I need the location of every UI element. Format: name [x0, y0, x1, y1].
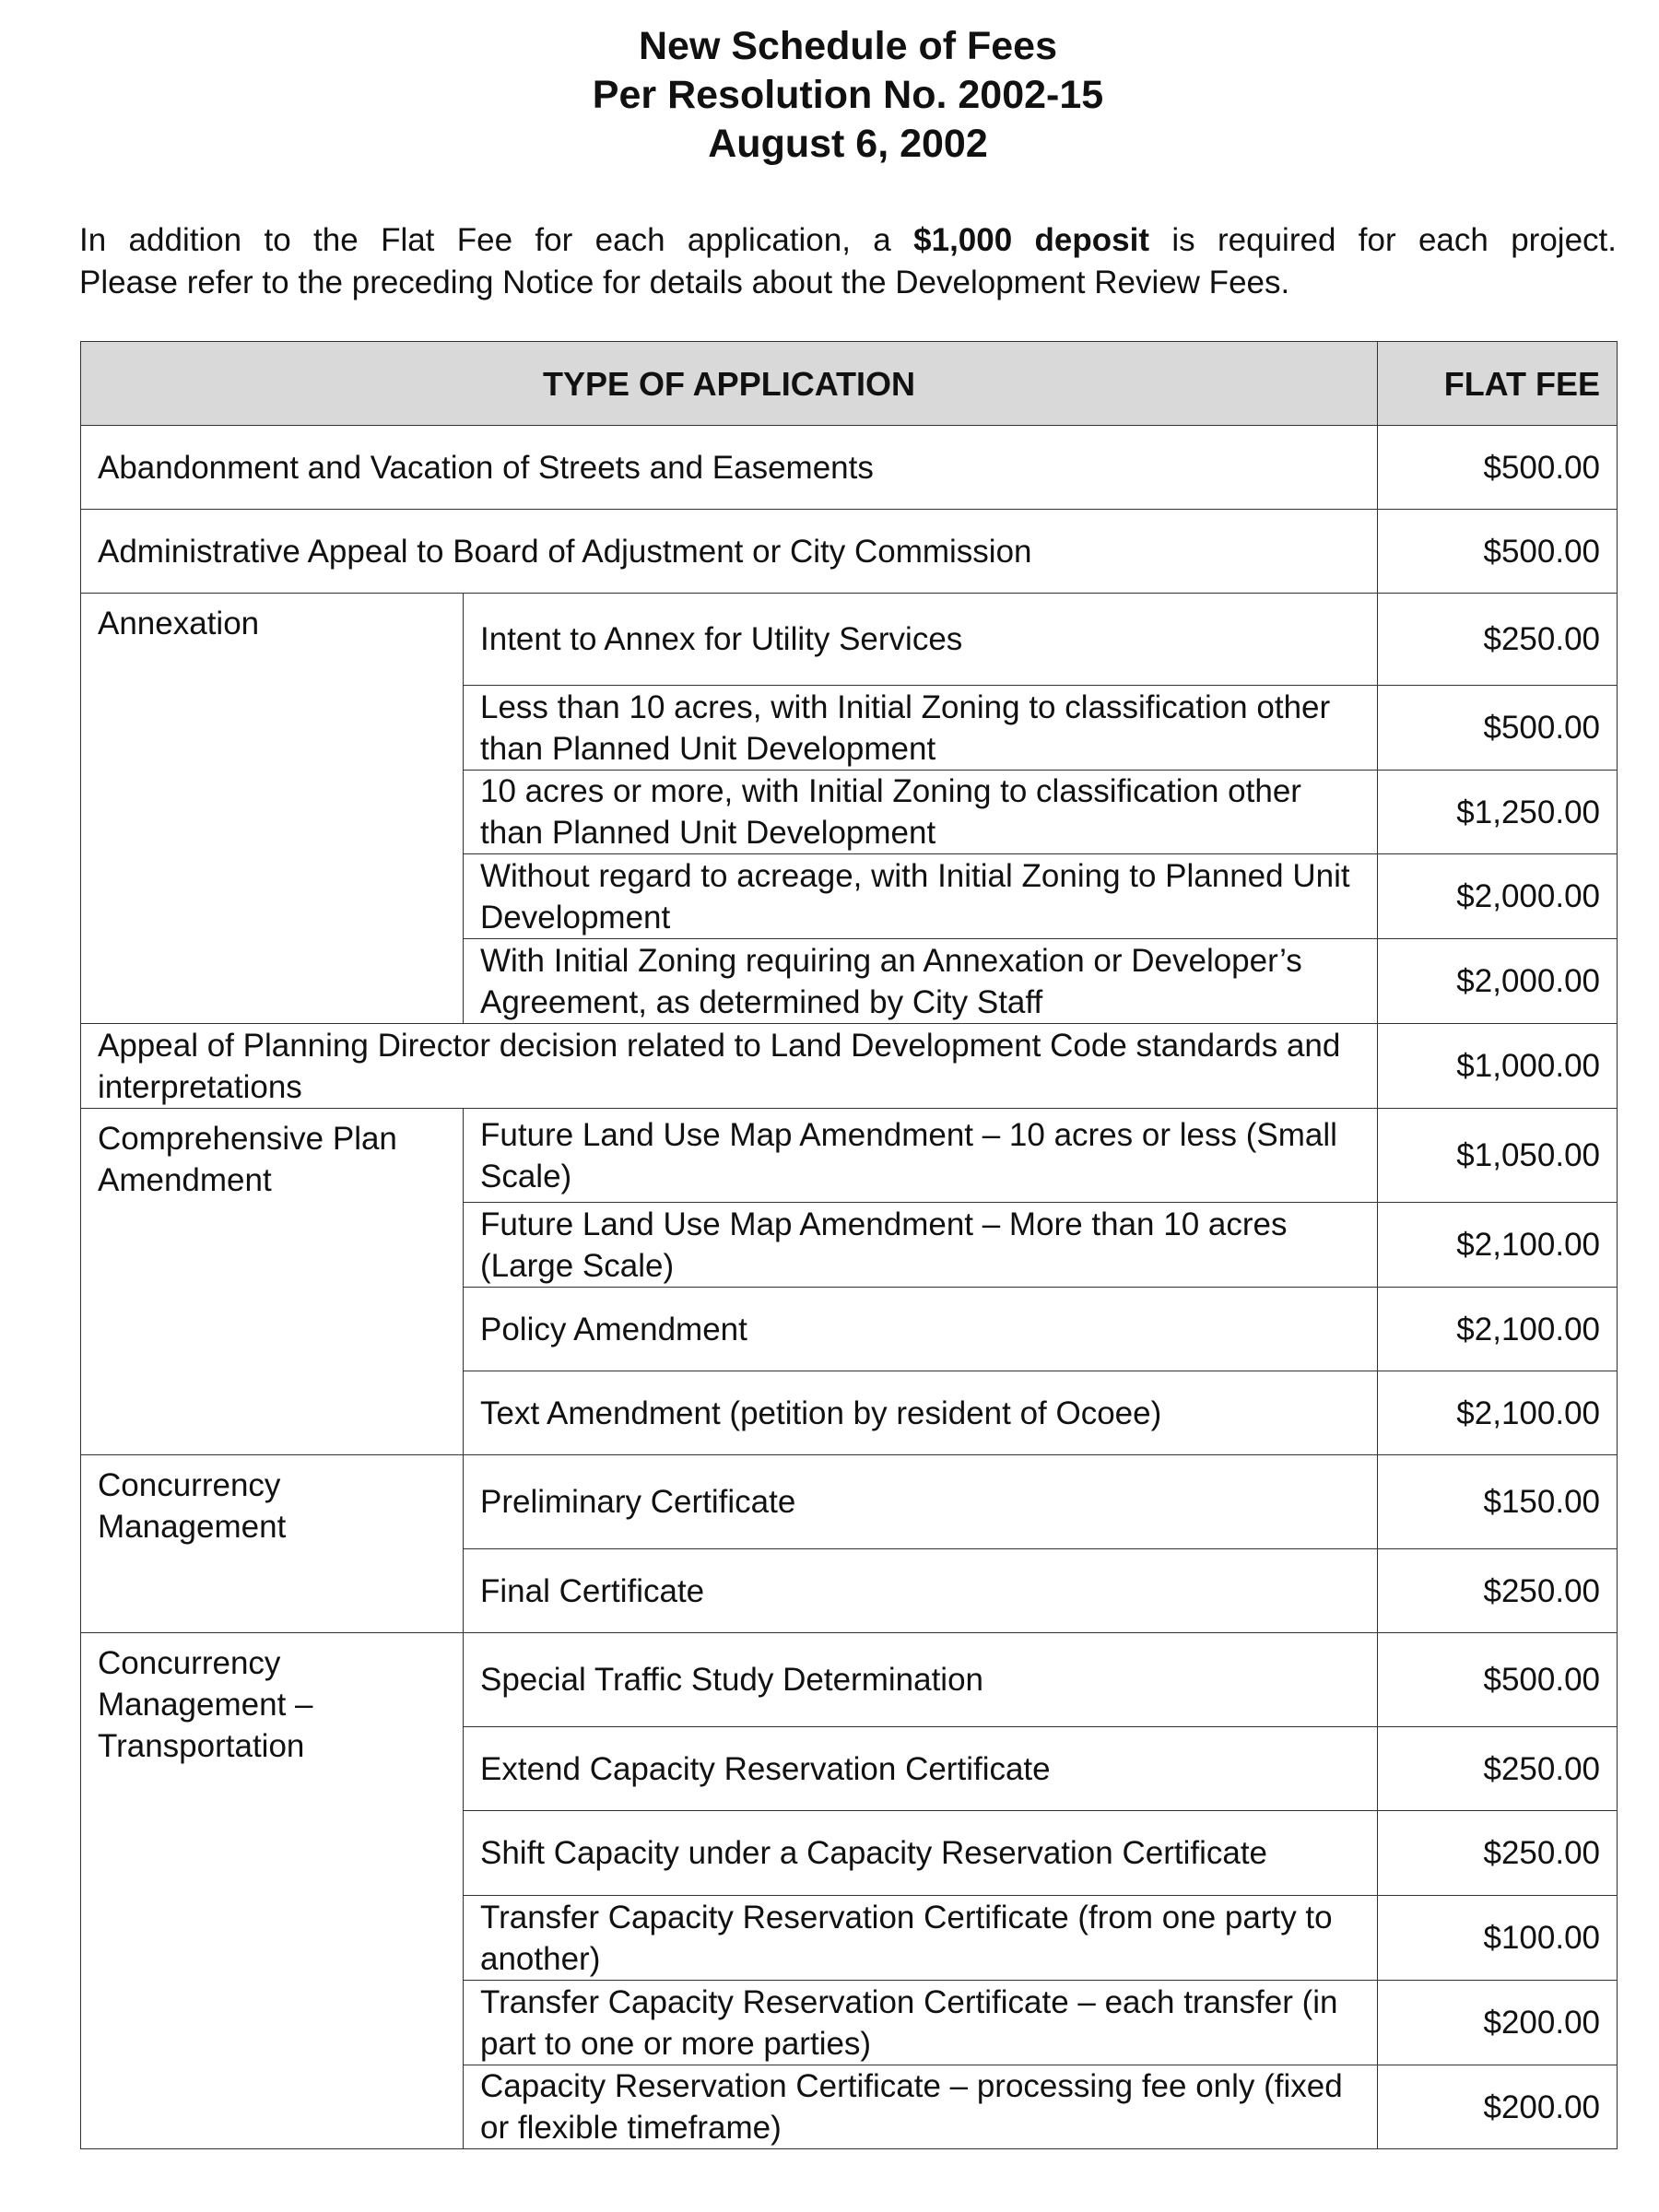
header-flat-fee: FLAT FEE [1378, 342, 1618, 426]
flat-fee: $150.00 [1378, 1455, 1618, 1549]
application-subtype: Text Amendment (petition by resident of Ocoee) [464, 1371, 1378, 1455]
flat-fee: $1,000.00 [1378, 1024, 1618, 1109]
flat-fee: $200.00 [1378, 1981, 1618, 2065]
application-subtype: Special Traffic Study Determination [464, 1633, 1378, 1727]
flat-fee: $500.00 [1378, 426, 1618, 510]
intro-text-2: is required for each project. [1149, 222, 1617, 258]
application-subtype: Extend Capacity Reservation Certificate [464, 1727, 1378, 1811]
application-subtype: Transfer Capacity Reservation Certificate (from one party to another) [464, 1896, 1378, 1981]
deposit-amount: $1,000 deposit [913, 222, 1149, 258]
application-subtype: Policy Amendment [464, 1288, 1378, 1371]
table-row [81, 1455, 1618, 1549]
table-row [81, 510, 1618, 594]
intro-line-1 [79, 219, 1617, 262]
flat-fee: $2,100.00 [1378, 1203, 1618, 1288]
title-line-1: New Schedule of Fees [638, 24, 1058, 68]
application-type: Administrative Appeal to Board of Adjustment or City Commission [81, 510, 1378, 594]
flat-fee: $1,050.00 [1378, 1109, 1618, 1203]
flat-fee: $250.00 [1378, 1811, 1618, 1896]
flat-fee: $2,100.00 [1378, 1288, 1618, 1371]
application-subtype: 10 acres or more, with Initial Zoning to classification other than Planned Unit Development [464, 771, 1378, 854]
flat-fee: $500.00 [1378, 510, 1618, 594]
flat-fee: $2,000.00 [1378, 854, 1618, 939]
flat-fee: $500.00 [1378, 1633, 1618, 1727]
flat-fee: $100.00 [1378, 1896, 1618, 1981]
intro-text-1: In addition to the Flat Fee for each application, a [79, 222, 914, 258]
header-type-of-application: TYPE OF APPLICATION [81, 342, 1378, 426]
flat-fee: $250.00 [1378, 594, 1618, 686]
flat-fee: $250.00 [1378, 1727, 1618, 1811]
flat-fee: $500.00 [1378, 686, 1618, 771]
flat-fee: $200.00 [1378, 2065, 1618, 2149]
table-row [81, 1109, 1618, 1203]
application-subtype: Intent to Annex for Utility Services [464, 594, 1378, 686]
title-line-3: August 6, 2002 [708, 122, 988, 166]
table-row [81, 1633, 1618, 1727]
application-subtype: Less than 10 acres, with Initial Zoning to classification other than Planned Unit Development [464, 686, 1378, 771]
application-subtype: Transfer Capacity Reservation Certificate – each transfer (in part to one or more parties) [464, 1981, 1378, 2065]
application-subtype: With Initial Zoning requiring an Annexation or Developer’s Agreement, as determined by City Staff [464, 939, 1378, 1024]
intro-paragraph [79, 219, 1617, 304]
table-row [81, 594, 1618, 686]
application-subtype: Capacity Reservation Certificate – processing fee only (fixed or flexible timeframe) [464, 2065, 1378, 2149]
category-concurrency-transportation: Concurrency Management – Transportation [81, 1633, 464, 2149]
application-type: Abandonment and Vacation of Streets and Easements [81, 426, 1378, 510]
category-concurrency-management: Concurrency Management [81, 1455, 464, 1633]
table-row [81, 426, 1618, 510]
fee-schedule-table [80, 341, 1618, 2149]
flat-fee: $2,000.00 [1378, 939, 1618, 1024]
category-annexation: Annexation [81, 594, 464, 1024]
application-subtype: Future Land Use Map Amendment – 10 acres or less (Small Scale) [464, 1109, 1378, 1203]
application-subtype: Without regard to acreage, with Initial Zoning to Planned Unit Development [464, 854, 1378, 939]
document-title [0, 22, 1659, 169]
application-type: Appeal of Planning Director decision related to Land Development Code standards and interpretations [81, 1024, 1378, 1109]
category-comprehensive-plan: Comprehensive Plan Amendment [81, 1109, 464, 1455]
title-line-2: Per Resolution No. 2002-15 [592, 73, 1104, 117]
flat-fee: $1,250.00 [1378, 771, 1618, 854]
intro-line-2: Please refer to the preceding Notice for details about the Development Review Fees. [79, 265, 1290, 300]
table-header-row [81, 342, 1618, 426]
application-subtype: Future Land Use Map Amendment – More than 10 acres (Large Scale) [464, 1203, 1378, 1288]
flat-fee: $250.00 [1378, 1549, 1618, 1633]
application-subtype: Final Certificate [464, 1549, 1378, 1633]
application-subtype: Shift Capacity under a Capacity Reservation Certificate [464, 1811, 1378, 1896]
flat-fee: $2,100.00 [1378, 1371, 1618, 1455]
table-row [81, 1024, 1618, 1109]
application-subtype: Preliminary Certificate [464, 1455, 1378, 1549]
